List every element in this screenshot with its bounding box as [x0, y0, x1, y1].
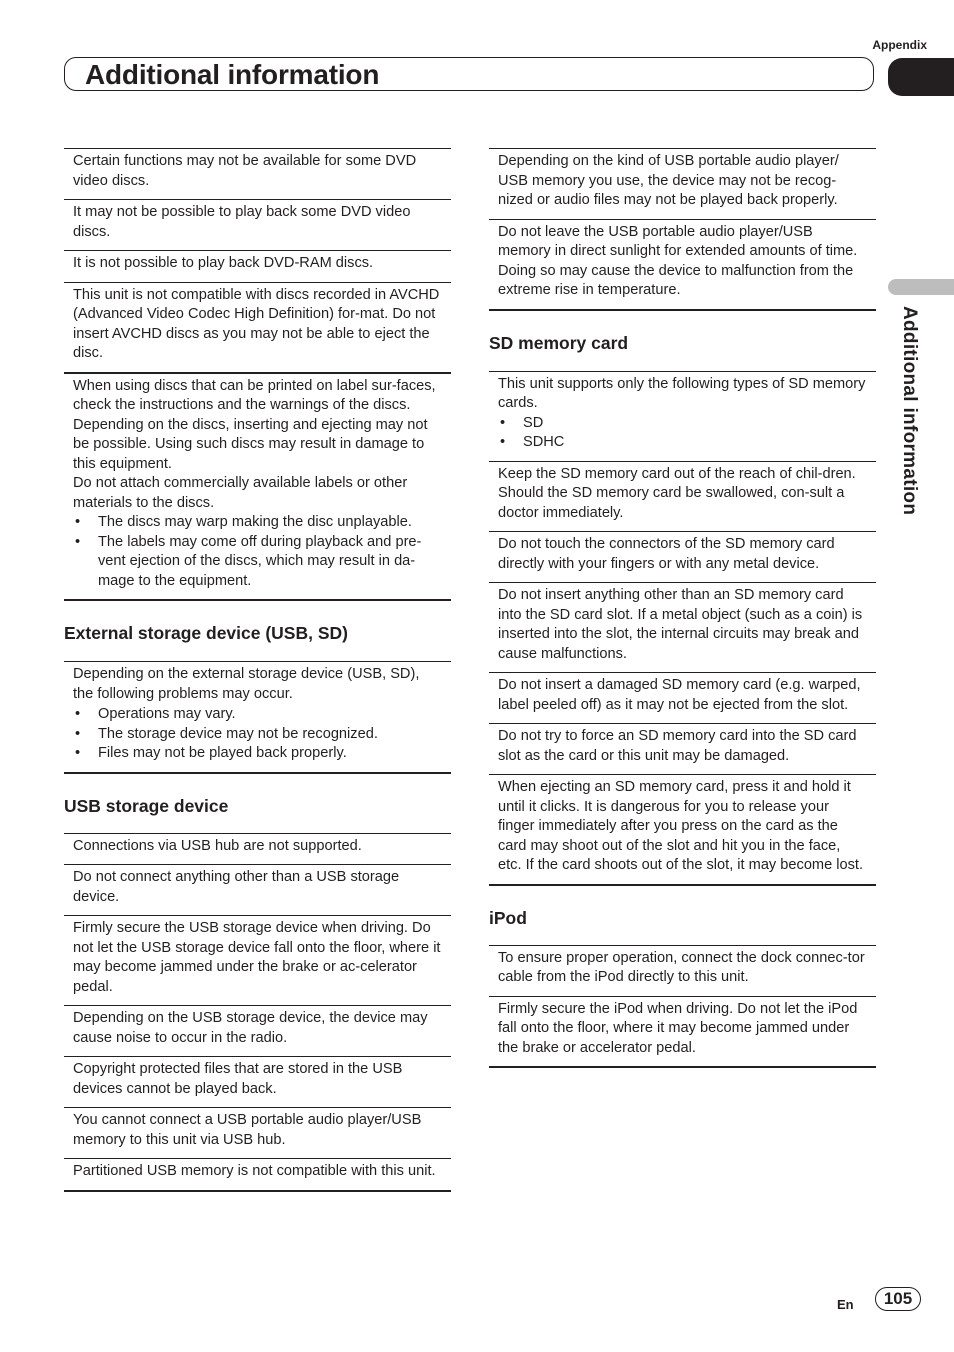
section-heading-external-storage: External storage device (USB, SD)	[64, 623, 348, 643]
list-item: • The labels may come off during playback and pre-vent ejection of the discs, which may result in da-mage to the equipment.	[73, 533, 442, 592]
table-row	[489, 724, 876, 775]
table-row	[64, 251, 451, 283]
note-text: Firmly secure the iPod when driving. Do not let the iPod fall onto the floor, where it may become jammed under the brake or accelerator pedal.	[498, 1000, 858, 1056]
table-row	[64, 1006, 451, 1057]
list-item: • SD	[498, 414, 867, 434]
note-text: Depending on the external storage device (USB, SD), the following problems may occur.	[73, 666, 420, 702]
table-row	[64, 662, 451, 772]
note-text: When ejecting an SD memory card, press it and hold it until it clicks. It is dangerous for you to release your finger immediately after you press on the card as the card may shoot out of the slot and hit you in the face, etc. If the card shoots out of the slot, it may become lost.	[498, 779, 864, 873]
note-text: Do not try to force an SD memory card into the SD card slot as the card or this unit may be damaged.	[498, 728, 857, 764]
table-row	[489, 946, 876, 997]
table-row	[64, 1057, 451, 1108]
note-text: Do not insert a damaged SD memory card (e.g. warped, label peeled off) as it may not be ejected from the slot.	[498, 677, 861, 713]
bullet-list	[73, 513, 442, 591]
note-text: Do not insert anything other than an SD memory card into the SD card slot. If a metal object (such as a coin) is inserted into the slot, the internal circuits may break and cause malfunctions.	[498, 587, 863, 662]
table-row	[489, 149, 876, 220]
table-row	[64, 834, 451, 866]
note-text: Certain functions may not be available for some DVD video discs.	[73, 153, 417, 189]
table-row	[64, 1159, 451, 1190]
note-text: Do not touch the connectors of the SD memory card directly with your fingers or with any metal device.	[498, 536, 835, 572]
right-column	[489, 148, 876, 1068]
language-label: En	[837, 1297, 854, 1312]
section-heading-sd-card: SD memory card	[489, 332, 629, 353]
page-title: Additional information	[85, 59, 380, 90]
external-storage-table	[64, 661, 451, 774]
note-text: Firmly secure the USB storage device when driving. Do not let the USB storage device fall onto the floor, where it may become jammed under the brake or ac-celerator pedal.	[73, 920, 441, 995]
table-row	[64, 283, 451, 374]
note-text: This unit is not compatible with discs recorded in AVCHD (Advanced Video Codec High Definition) for-mat. Do not insert AVCHD discs as you may not be able to eject the disc.	[73, 286, 440, 361]
note-text: Copyright protected files that are stored in the USB devices cannot be played back.	[73, 1061, 403, 1097]
appendix-label: Appendix	[872, 38, 927, 52]
note-text: Depending on the kind of USB portable audio player/ USB memory you use, the device may not be recog-nized or audio files may not be played back properly.	[498, 153, 839, 208]
note-text: It is not possible to play back DVD-RAM discs.	[73, 255, 374, 271]
note-text: You cannot connect a USB portable audio player/USB memory to this unit via USB hub.	[73, 1112, 422, 1148]
title-bar	[64, 57, 874, 91]
usb-storage-table	[64, 833, 451, 1192]
left-column	[64, 148, 451, 1192]
table-row	[489, 583, 876, 673]
table-row	[489, 997, 876, 1067]
side-section-label: Additional information	[899, 306, 920, 516]
section-indicator	[888, 279, 954, 295]
bullet-list	[498, 414, 867, 453]
table-row	[489, 462, 876, 533]
note-text: Connections via USB hub are not supported.	[73, 837, 362, 854]
table-row	[64, 149, 451, 200]
ipod-table	[489, 945, 876, 1069]
list-item: • Files may not be played back properly.	[73, 744, 442, 764]
bullet-list	[73, 705, 442, 764]
list-item: • The discs may warp making the disc unplayable.	[73, 513, 442, 533]
table-row	[489, 673, 876, 724]
page-number: 105	[875, 1287, 921, 1311]
table-row	[489, 220, 876, 309]
section-heading-usb-storage: USB storage device	[64, 795, 229, 816]
list-item: • SDHC	[498, 433, 867, 453]
table-row	[489, 532, 876, 583]
note-text: Partitioned USB memory is not compatible with this unit.	[73, 1163, 436, 1179]
list-item: • The storage device may not be recognized.	[73, 725, 442, 745]
note-text: Keep the SD memory card out of the reach of chil-dren. Should the SD memory card be swallowed, con-sult a doctor immediately.	[498, 465, 856, 521]
list-item: • Operations may vary.	[73, 705, 442, 725]
note-text: It may not be possible to play back some DVD video discs.	[73, 204, 411, 240]
note-text: To ensure proper operation, connect the dock connec-tor cable from the iPod directly to this unit.	[498, 949, 865, 985]
table-row	[64, 374, 451, 600]
table-row	[64, 1108, 451, 1159]
table-row	[64, 200, 451, 251]
section-tab	[888, 58, 954, 96]
note-text: Do not attach commercially available labels or other materials to the discs.	[73, 475, 408, 511]
dvd-notes-table	[64, 148, 451, 601]
note-text: Do not leave the USB portable audio player/USB memory in direct sunlight for extended amounts of time. Doing so may cause the device to malfunction from the extreme rise in temperature.	[498, 223, 858, 298]
note-text: This unit supports only the following types of SD memory cards.	[498, 375, 866, 411]
table-row	[64, 916, 451, 1006]
usb-player-table	[489, 148, 876, 311]
note-text: Depending on the USB storage device, the device may cause noise to occur in the radio.	[73, 1010, 428, 1046]
section-heading-ipod: iPod	[489, 907, 527, 928]
table-row	[489, 372, 876, 462]
note-text: When using discs that can be printed on label sur-faces, check the instructions and the warnings of the discs. Depending on the discs, inserting and ejecting may not be possible. Using such discs may result in damage to this equipment.	[73, 377, 436, 472]
sd-card-table	[489, 371, 876, 886]
note-text: Do not connect anything other than a USB storage device.	[73, 869, 400, 905]
table-row	[64, 865, 451, 916]
table-row	[489, 775, 876, 884]
